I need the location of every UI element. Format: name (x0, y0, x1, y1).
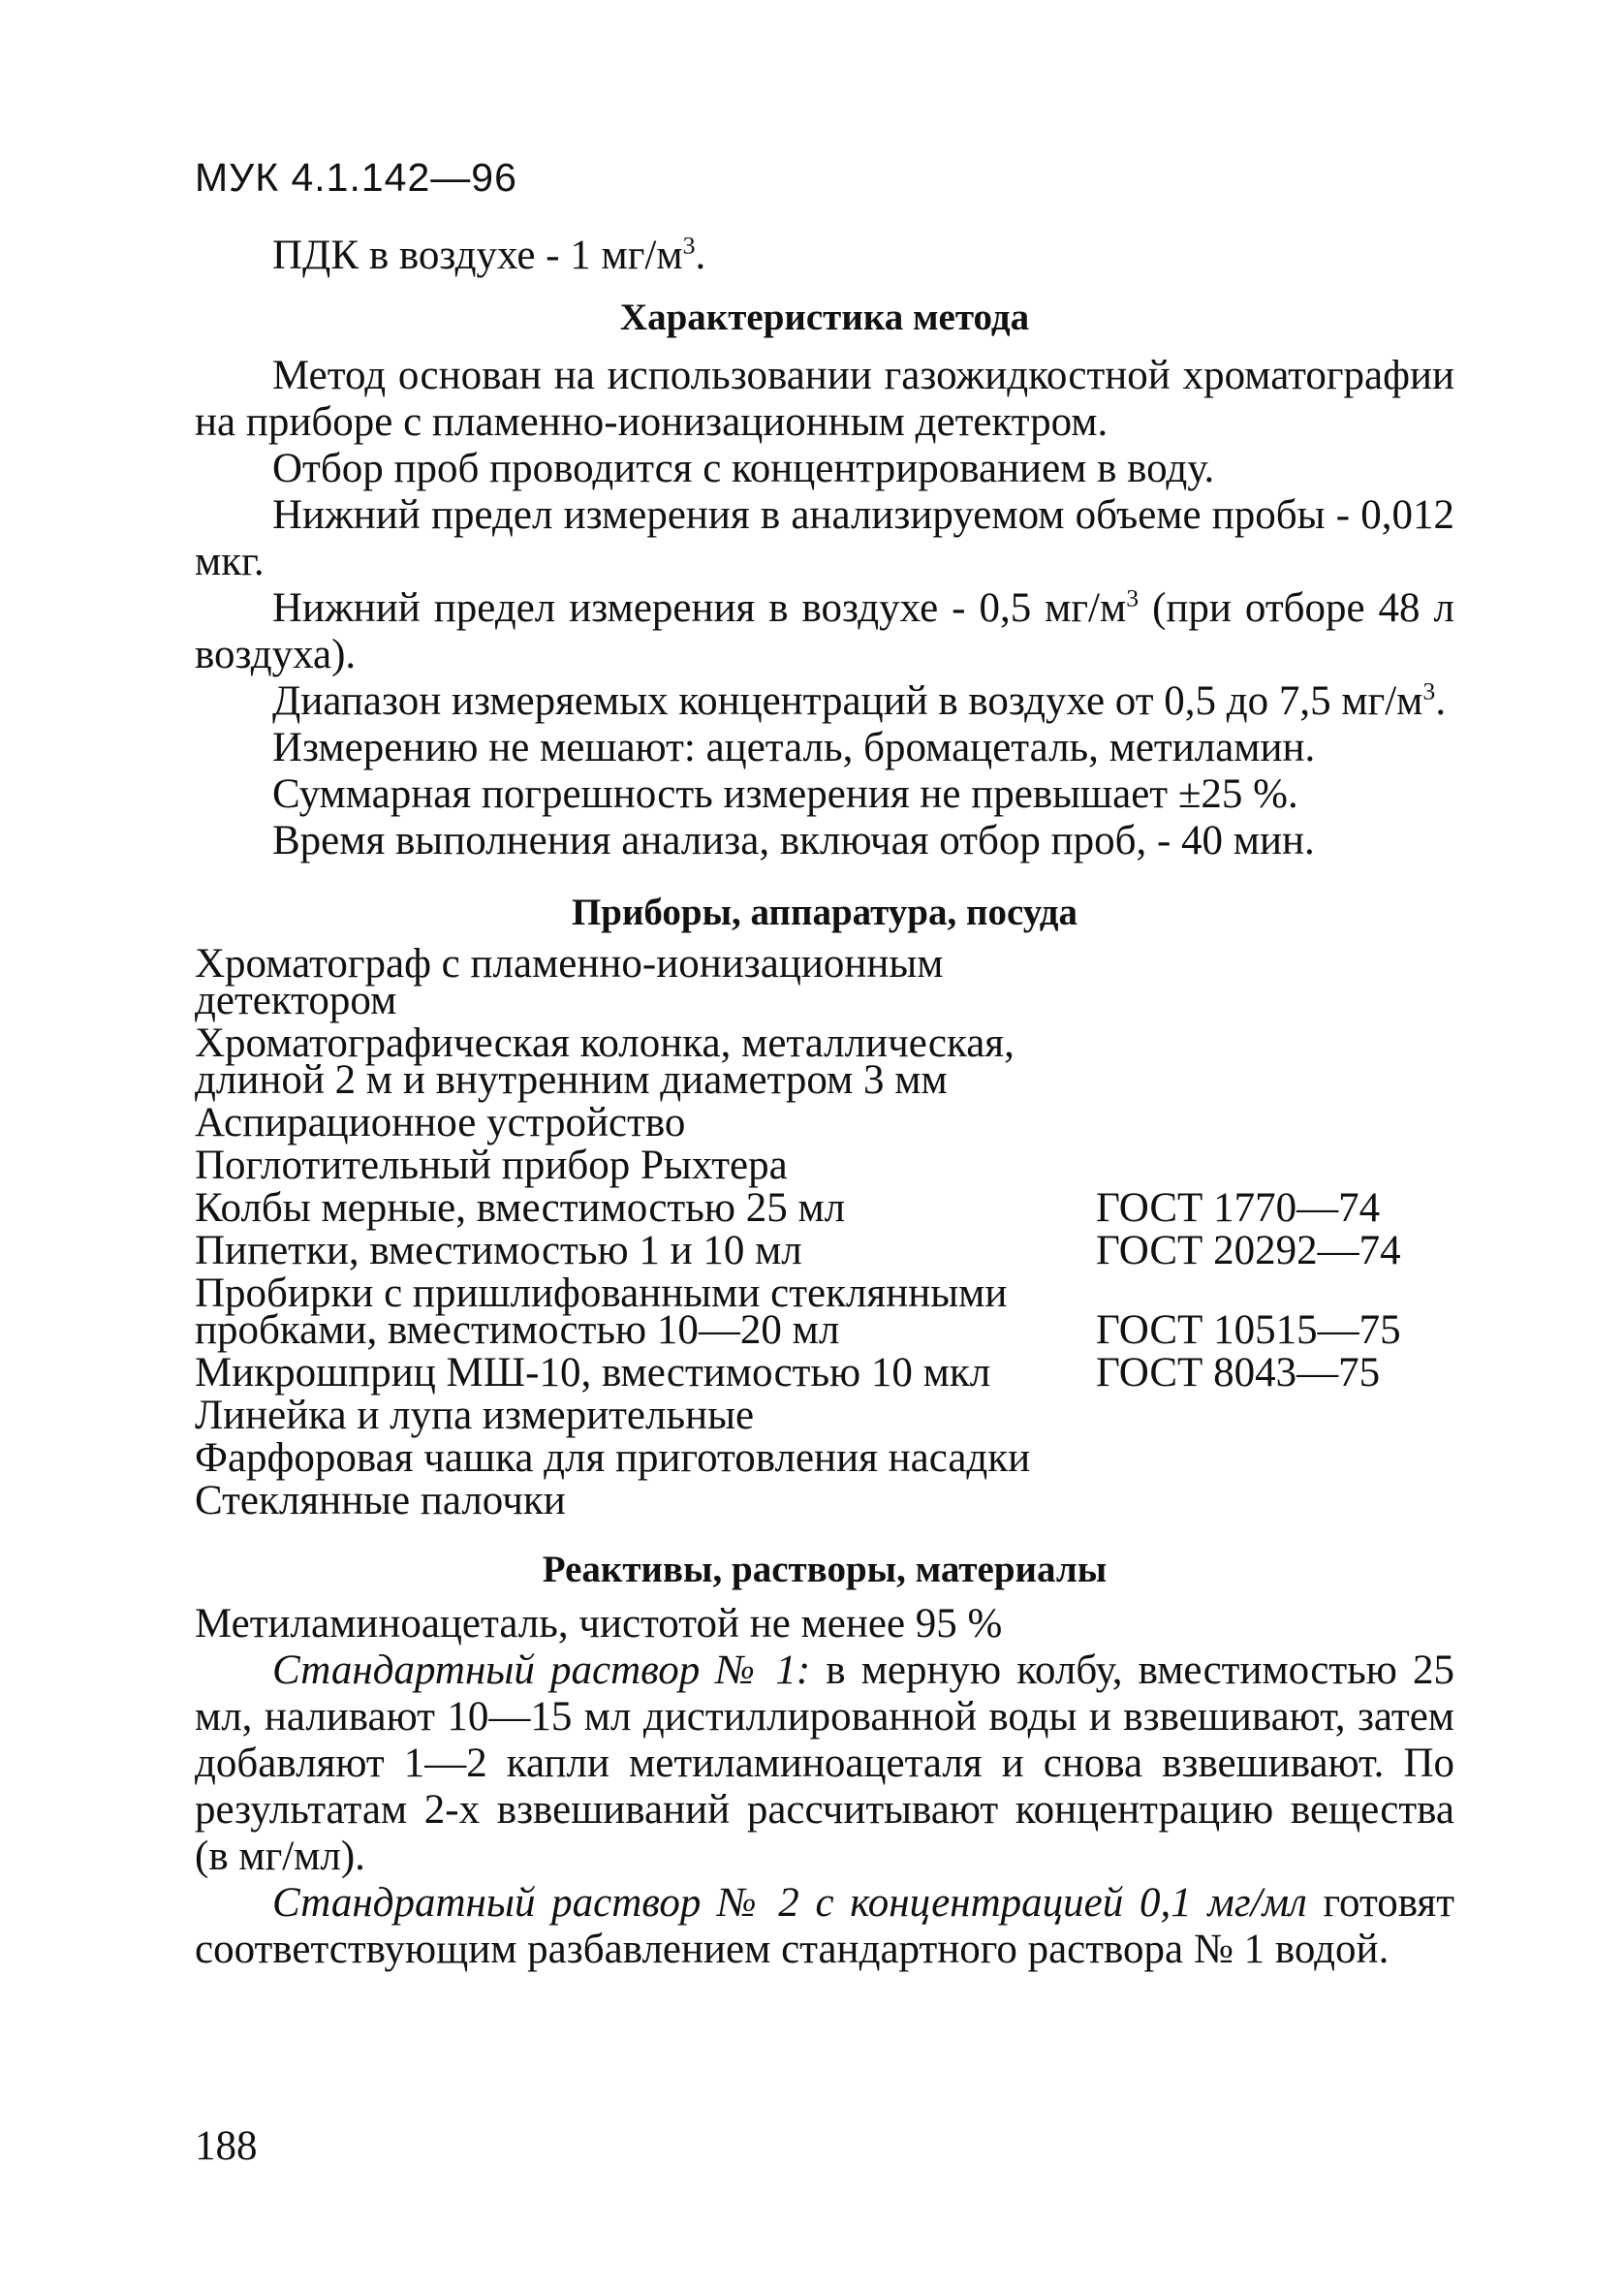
equipment-row (195, 1478, 1454, 1523)
equipment-row (195, 1270, 1454, 1353)
pdk-text: ПДК в воздухе - 1 мг/м (272, 233, 683, 278)
equipment-name: Фарфоровая чашка для приготовления насадки (195, 1435, 1031, 1481)
method-p4-text-a: Нижний предел измерения в воздухе - 0,5 мг/м (272, 585, 1127, 631)
equipment-gost: ГОСТ 8043—75 (1096, 1350, 1381, 1396)
equipment-row (195, 1435, 1454, 1481)
equipment-row (195, 1020, 1454, 1103)
equipment-name: Микрошприц МШ-10, вместимостью 10 мкл (195, 1350, 991, 1396)
equipment-row (195, 1143, 1454, 1188)
equipment-row (195, 1228, 1454, 1273)
method-paragraph-6: Измерению не мешают: ацеталь, бромацеталь, метиламин. (272, 725, 1316, 770)
pdk-line (195, 233, 1454, 279)
heading-method: Характеристика метода (619, 297, 1030, 338)
page-number: 188 (195, 2123, 258, 2169)
equipment-name: Аспирационное устройство (195, 1100, 686, 1145)
method-p4-sup: 3 (1126, 583, 1140, 612)
equipment-name: Поглотительный прибор Рыхтера (195, 1143, 788, 1188)
method-paragraph-2: Отбор проб проводится с концентрированием в воду. (272, 446, 1215, 491)
method-paragraph-5 (195, 678, 1454, 725)
equipment-name: Хроматограф с пламенно-ионизационным детектором (195, 941, 944, 1023)
equipment-gost: ГОСТ 10515—75 (1096, 1307, 1401, 1353)
pdk-sup: 3 (682, 231, 696, 260)
method-paragraph-8: Время выполнения анализа, включая отбор проб, - 40 мин. (272, 818, 1315, 863)
equipment-name: Стеклянные палочки (195, 1478, 566, 1523)
method-p4-text-b: (при отборе 48 л воздуха). (195, 585, 1454, 677)
reagents-paragraph-3 (195, 1880, 1454, 1973)
standard-solution-1-text: в мерную колбу, вместимостью 25 мл, наливают 10—15 мл дистиллированной воды и взвешивают, затем добавляют 1—2 капли метиламиноацеталя и снова взвешивают. По результатам 2-х взвешиваний рассчитывают концентрацию вещества (в мг/мл). (195, 1647, 1454, 1879)
equipment-name: Пробирки с пришлифованными стеклянными пробками, вместимостью 10—20 мл (195, 1270, 1008, 1353)
equipment-list (195, 941, 1454, 1525)
equipment-row (195, 941, 1454, 1023)
equipment-name: Колбы мерные, вместимостью 25 мл (195, 1185, 846, 1231)
equipment-row (195, 1393, 1454, 1438)
method-paragraph-1: Метод основан на использовании газожидкостной хроматографии на приборе с пламенно-ионизационным детектром. (195, 353, 1454, 445)
reagents-paragraph-2 (195, 1647, 1454, 1880)
method-paragraph-7: Суммарная погрешность измерения не превышает ±25 %. (272, 771, 1298, 817)
method-paragraph-3: Нижний предел измерения в анализируемом объеме пробы - 0,012 мкг. (195, 492, 1454, 584)
method-paragraph-4 (195, 585, 1454, 678)
document-body (195, 233, 1454, 1973)
standard-solution-2-text: готовят соответствующим разбавлением стандартного раствора № 1 водой. (195, 1880, 1455, 1972)
method-p5-text-b: . (1435, 678, 1447, 724)
heading-reagents: Реактивы, растворы, материалы (542, 1549, 1108, 1590)
equipment-name: Пипетки, вместимостью 1 и 10 мл (195, 1228, 802, 1273)
equipment-name: Хроматографическая колонка, металлическая, длиной 2 м и внутренним диаметром 3 мм (195, 1020, 1015, 1103)
document-code: МУК 4.1.142—96 (195, 155, 517, 200)
equipment-row (195, 1185, 1454, 1231)
heading-equipment: Приборы, аппаратура, посуда (571, 892, 1078, 933)
equipment-name: Линейка и лупа измерительные (195, 1393, 755, 1438)
method-p5-sup: 3 (1422, 676, 1436, 706)
method-p5-text-a: Диапазон измеряемых концентраций в воздухе от 0,5 до 7,5 мг/м (272, 678, 1423, 724)
standard-solution-2-label: Стандратный раствор № 2 с концентрацией 0,1 мг/мл (272, 1880, 1307, 1926)
pdk-tail: . (695, 233, 706, 278)
equipment-row (195, 1100, 1454, 1145)
equipment-row (195, 1350, 1454, 1396)
equipment-gost: ГОСТ 1770—74 (1096, 1185, 1381, 1231)
standard-solution-1-label: Стандартный раствор № 1: (272, 1647, 811, 1693)
equipment-gost: ГОСТ 20292—74 (1096, 1228, 1401, 1273)
reagents-paragraph-1: Метиламиноацеталь, чистотой не менее 95 % (195, 1601, 1003, 1647)
